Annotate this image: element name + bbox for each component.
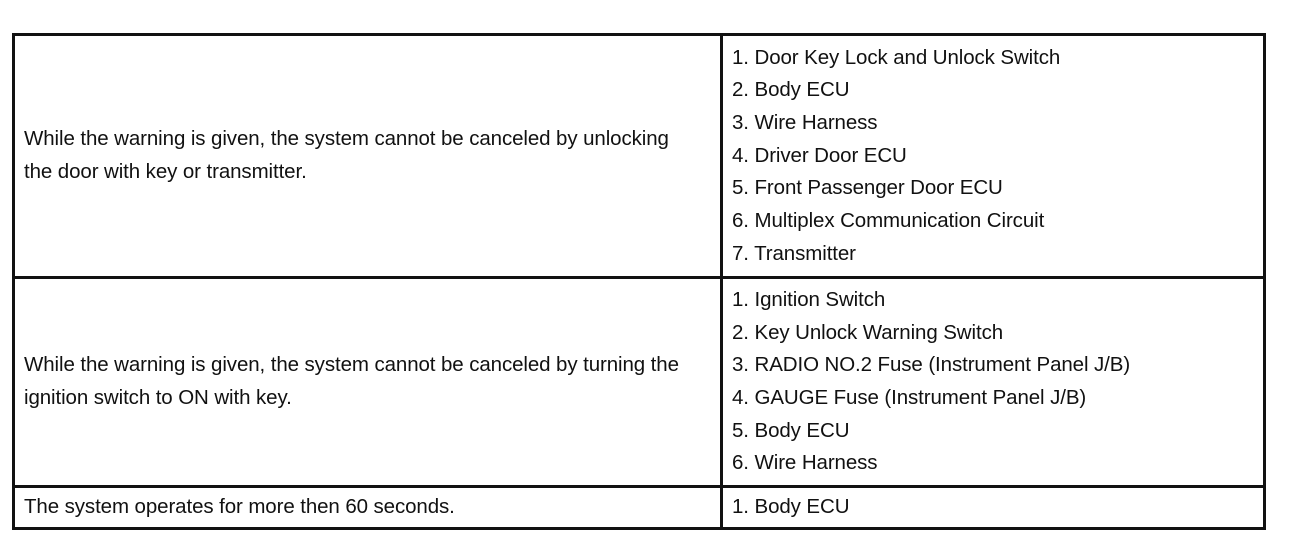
table-row <box>14 35 1265 278</box>
table-row <box>14 487 1265 529</box>
list-item: 1. Body ECU <box>732 495 850 519</box>
suspect-area-cell <box>722 278 1265 487</box>
suspect-area-list <box>732 284 1263 480</box>
list-item: 6. Wire Harness <box>732 451 878 475</box>
list-item: 5. Front Passenger Door ECU <box>732 176 1003 200</box>
suspect-area-cell <box>722 487 1265 529</box>
list-item: 3. RADIO NO.2 Fuse (Instrument Panel J/B) <box>732 353 1131 377</box>
symptom-cell <box>14 35 722 278</box>
list-item: 1. Ignition Switch <box>732 287 886 311</box>
symptom-cell <box>14 487 722 529</box>
symptom-text: While the warning is given, the system cannot be canceled by unlocking the door with key or transmitter. <box>24 127 669 183</box>
list-item: 3. Wire Harness <box>732 110 878 134</box>
suspect-area-cell <box>722 35 1265 278</box>
problem-symptoms-table <box>12 33 1266 530</box>
list-item: 2. Key Unlock Warning Switch <box>732 320 1004 344</box>
list-item: 5. Body ECU <box>732 418 850 442</box>
list-item: 2. Body ECU <box>732 78 850 102</box>
list-item: 1. Door Key Lock and Unlock Switch <box>732 45 1061 69</box>
suspect-area-list <box>732 42 1263 271</box>
symptom-cell <box>14 278 722 487</box>
symptom-text: The system operates for more then 60 seconds. <box>24 495 455 519</box>
suspect-area-list <box>732 491 1263 524</box>
list-item: 6. Multiplex Communication Circuit <box>732 209 1045 233</box>
list-item: 4. GAUGE Fuse (Instrument Panel J/B) <box>732 386 1087 409</box>
document-page <box>12 33 1266 530</box>
table-row <box>14 278 1265 487</box>
list-item: 4. Driver Door ECU <box>732 143 907 167</box>
symptom-text: While the warning is given, the system cannot be canceled by turning the ignition switch to ON with key. <box>24 353 679 409</box>
list-item: 7. Transmitter <box>732 241 856 265</box>
